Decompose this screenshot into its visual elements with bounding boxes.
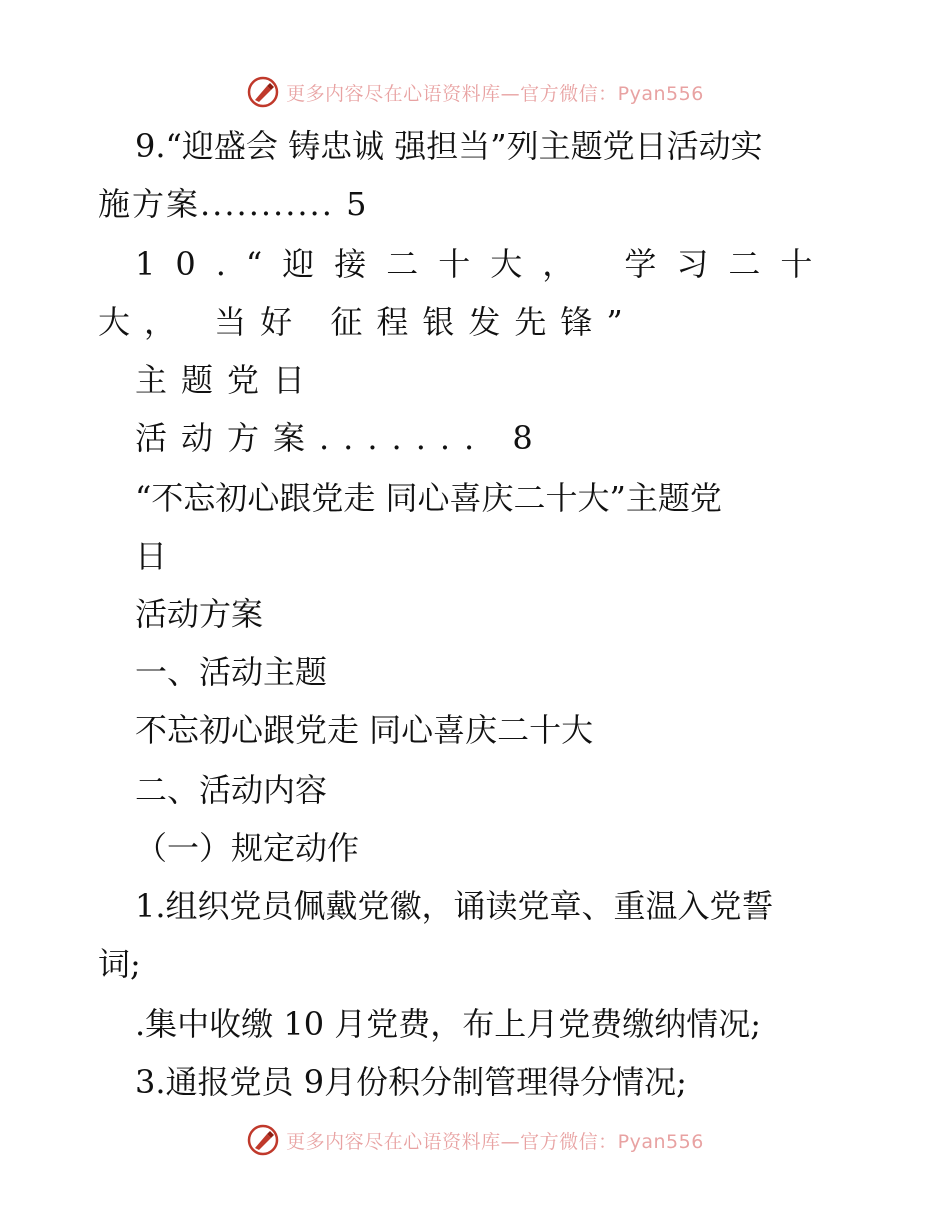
toc-line-9-title: 9.“迎盛会 铸忠诚 强担当”列主题党日活动实 <box>135 127 763 165</box>
section-subtitle: 活动方案 <box>135 595 264 633</box>
heading-activity-content: 二、活动内容 <box>135 771 328 809</box>
toc-line-10-title-cont: 大， 当好 征程银发先锋” <box>98 303 637 341</box>
toc-line-10-subtitle: 主题党日 <box>135 361 320 399</box>
heading-activity-theme: 一、活动主题 <box>135 653 328 691</box>
item-1-text: 1.组织党员佩戴党徽，诵读党章、重温入党誓 <box>135 887 774 925</box>
item-1-text-cont: 词; <box>98 945 141 983</box>
subheading-required-actions: （一）规定动作 <box>135 829 360 867</box>
watermark-text: 更多内容尽在心语资料库—官方微信：Pyan556 <box>286 1130 704 1153</box>
pen-logo-icon <box>246 1123 280 1157</box>
toc-line-10-page: 活动方案....... 8 <box>135 419 547 457</box>
toc-line-9-page: 施方案........... 5 <box>98 185 369 223</box>
section-title: “不忘初心跟党走 同心喜庆二十大”主题党 <box>135 479 722 517</box>
toc-line-10-title: 10.“迎接二十大， 学习二十 <box>135 245 833 283</box>
watermark-footer <box>0 1120 950 1160</box>
pen-logo-icon <box>246 75 280 109</box>
activity-theme-text: 不忘初心跟党走 同心喜庆二十大 <box>135 711 594 749</box>
watermark-header <box>0 72 950 112</box>
section-title-cont: 日 <box>135 537 168 575</box>
item-2-text: .集中收缴 10 月党费，布上月党费缴纳情况; <box>135 1005 762 1043</box>
watermark-text: 更多内容尽在心语资料库—官方微信：Pyan556 <box>286 82 704 105</box>
item-3-text: 3.通报党员 9月份积分制管理得分情况; <box>135 1063 687 1101</box>
